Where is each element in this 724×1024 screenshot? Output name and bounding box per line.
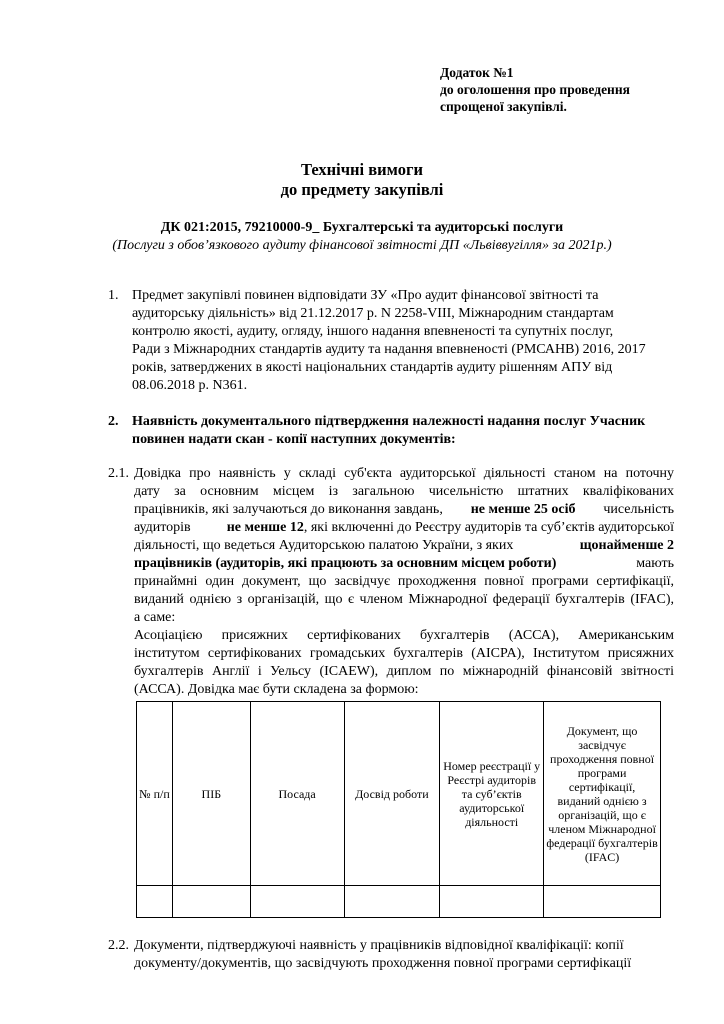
text-run: чисельність [603,502,674,517]
section-2-2-line: Документи, підтверджуючі наявність у працівників відповідної кваліфікації: копії [134,938,624,953]
section-2-line: повинен надати скан - копії наступних документів: [132,432,456,447]
section-2-1-line: Довідка про наявність у складі суб'єкта аудиторської діяльності станом на поточну [134,466,674,481]
section-2-line: Наявність документального підтвердження належності надання послуг Учасник [132,414,646,429]
section-2-1-line: інститутом сертифікованих громадських бухгалтерів (AICPA), Інститутом присяжних [134,646,674,661]
section-2-2-number: 2.2. [108,938,129,953]
section-2-2 [108,937,678,973]
emphasis-run: щонайменше 2 [579,538,674,553]
table-cell [344,886,440,918]
title-line-1: Технічні вимоги [301,160,423,179]
section-2-1-line: Асоціацією присяжних сертифікованих бухгалтерів (АССА), Американським [134,628,674,643]
column-header: Номер реєстрації у Реєстрі аудиторів та суб’єктів аудиторської діяльності [440,702,544,886]
text-run: мають [636,556,674,571]
section-2-2-line: документу/документів, що засвідчують проходження повної програми сертифікації [134,956,632,971]
emphasis-run: не менше 25 осіб [470,502,576,517]
column-header: Документ, що засвідчує проходження повної програми сертифікації, виданий однією з організацій, що є членом Міжнародної федерації бухгалтерів (IFAC) [544,702,661,886]
section-2-1-line: принаймні один документ, що засвідчує проходження повної програми сертифікації, [134,574,674,589]
title-line-2: до предмету закупівлі [280,180,444,199]
column-header: Досвід роботи [344,702,440,886]
section-1-line: контролю якості, аудиту, огляду, іншого надання впевненості та супутніх послуг, [132,324,614,339]
subject-service-line: (Послуги з обов’язкового аудиту фінансової звітності ДП «Львіввугілля» за 2021р.) [112,238,612,253]
table-row [137,886,661,918]
section-2-1-number: 2.1. [108,466,129,481]
section-1-line: Предмет закупівлі повинен відповідати ЗУ «Про аудит фінансової звітності та [132,288,599,303]
subject-code-line: ДК 021:2015, 79210000-9_ Бухгалтерські та аудиторські послуги [160,220,564,235]
appendix-line-2: до оголошення про проведення [440,82,630,97]
appendix-heading [440,64,630,115]
emphasis-run: працівників (аудиторів, які працюють за основним місцем роботи) [134,556,557,571]
text-run: працівників, які залучаються до виконання завдань, [134,502,443,517]
section-2-1-line [134,519,674,537]
section-2-1-line: (АССА). Довідка має бути складена за формою: [134,682,419,697]
column-header: Посада [250,702,344,886]
text-run: , які включенні до Реєстру аудиторів та суб’єктів аудиторської [303,520,674,535]
section-1-number: 1. [108,288,119,303]
section-2-1-line [134,555,674,573]
section-2-1-line [134,501,674,519]
section-1-line: Ради з Міжнародних стандартів аудиту та надання впевненості (РМСАНВ) 2016, 2017 [132,342,646,357]
section-1-line: 08.06.2018 р. N361. [132,378,248,393]
section-2-1 [108,465,674,699]
section-1-text [132,287,672,395]
table-cell [544,886,661,918]
appendix-line-3: спрощеної закупівлі. [440,99,567,114]
section-1-line: років, затверджених в якості національних стандартів аудиту рішенням АПУ від [132,360,613,375]
section-1-line: аудиторську діяльність» від 21.12.2017 р. N 2258-VIII, Міжнародним стандартам [132,306,614,321]
text-run: діяльності, що ведеться Аудиторською палатою України, з яких [134,538,514,553]
procurement-subject [60,219,664,255]
section-2-1-line: виданий однією з організацій, що є членом Міжнародної федерації бухгалтерів (IFAC), [134,592,674,607]
document-title [0,160,724,200]
section-2-number: 2. [108,414,119,429]
table-cell [137,886,173,918]
section-2-1-line: дату за основним місцем із загальною чисельністю штатних кваліфікованих [134,484,674,499]
column-header: ПІБ [172,702,250,886]
table-header-row [137,702,661,886]
appendix-line-1: Додаток №1 [440,65,514,80]
section-2-1-text [134,465,674,699]
section-2-1-line: а саме: [134,610,176,625]
table-cell [440,886,544,918]
section-2 [108,413,678,449]
table-cell [172,886,250,918]
staff-form-table [136,701,661,918]
table-cell [250,886,344,918]
text-run: аудиторів [134,520,191,535]
column-header: № п/п [137,702,173,886]
emphasis-run: не менше 12 [226,520,304,535]
section-2-1-line: бухгалтерів Англії і Уельсу (ICAEW), диплом по міжнародній фінансовій звітності [134,664,674,679]
section-2-1-line [134,537,674,555]
